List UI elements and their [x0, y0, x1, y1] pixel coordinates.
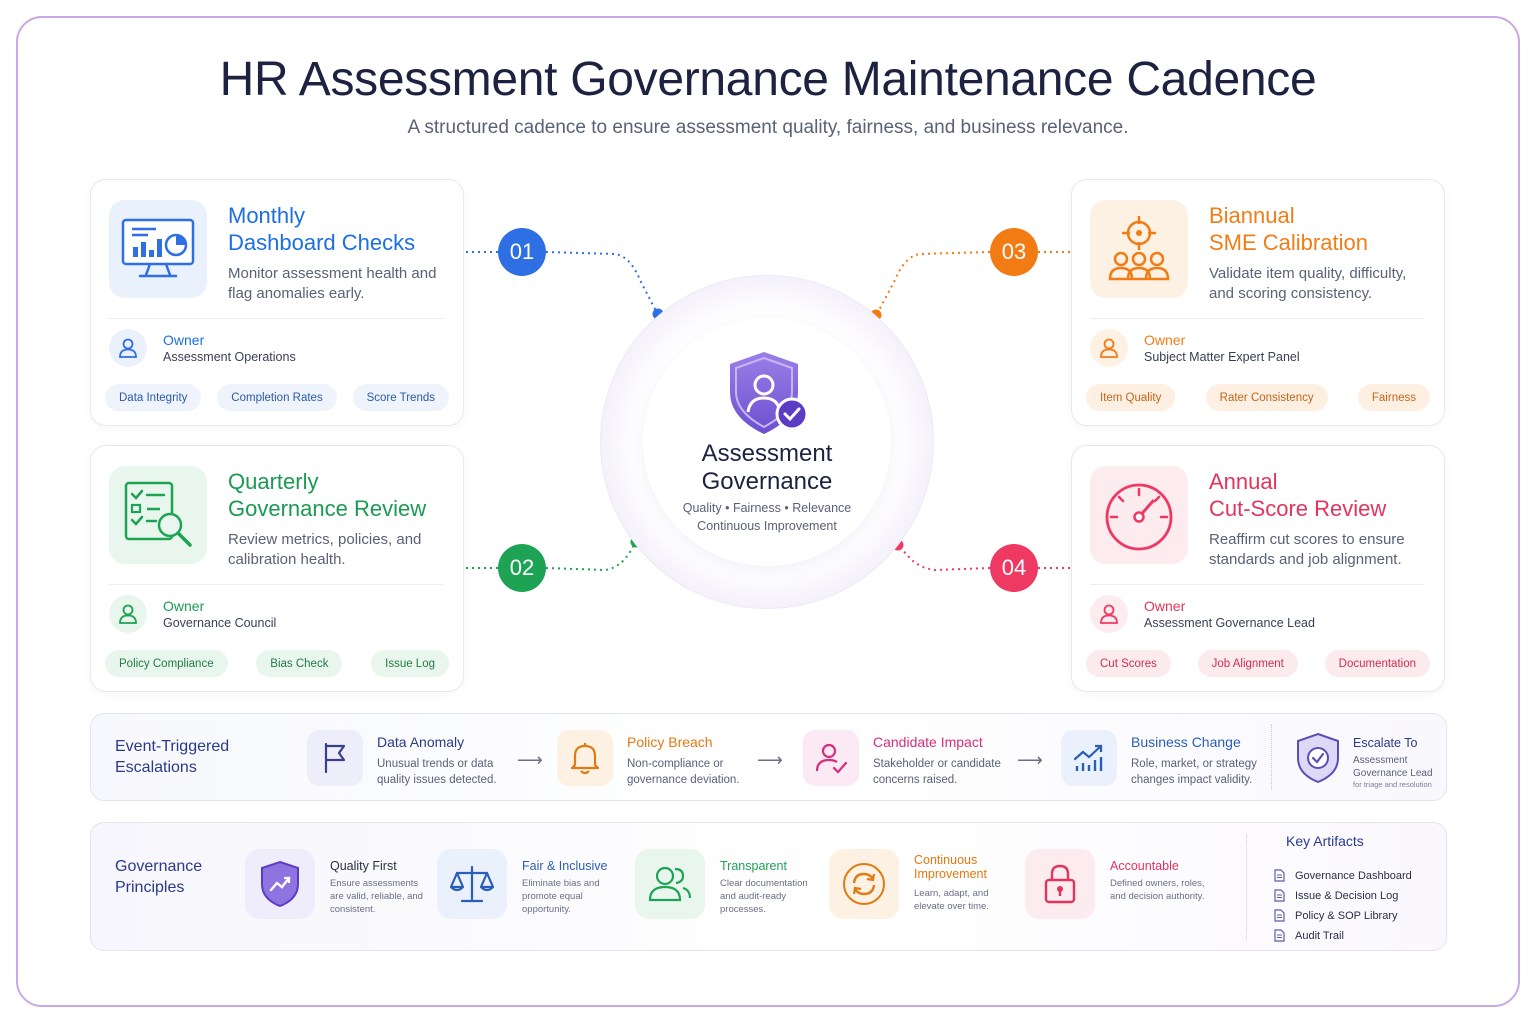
center-title: [643, 440, 891, 496]
owner-name: Governance Council: [163, 616, 277, 630]
center-sub-line1: Quality • Fairness • Relevance: [682, 501, 852, 515]
card-divider: [1090, 584, 1424, 585]
tag-list: [105, 650, 449, 677]
document-icon: [1274, 889, 1285, 902]
card-title-line2: Cut-Score Review: [1209, 496, 1387, 521]
principles-title: [115, 856, 202, 898]
tag: Policy Compliance: [105, 650, 228, 677]
card-title-line2: SME Calibration: [1209, 230, 1368, 255]
principle-name: Transparent: [720, 859, 787, 873]
artifact-label: Policy & SOP Library: [1295, 909, 1398, 922]
card-biannual-sme-calibration: [1071, 179, 1445, 426]
lock-icon: [1025, 849, 1095, 919]
tag: Cut Scores: [1086, 650, 1171, 677]
owner-user-icon: [109, 595, 147, 633]
owner-user-icon: [109, 329, 147, 367]
dashboard-monitor-icon: [109, 200, 207, 298]
card-title-line2: Dashboard Checks: [228, 230, 416, 255]
center-subtitle: [643, 499, 891, 535]
card-title: [228, 468, 426, 522]
card-annual-cut-score-review: [1071, 445, 1445, 692]
trend-chart-icon: [1061, 730, 1117, 786]
principle-name: [914, 853, 987, 881]
artifact-item: [1274, 869, 1412, 882]
escalation-name: Candidate Impact: [873, 734, 983, 750]
principles-panel: [90, 822, 1447, 951]
escalation-name: Data Anomaly: [377, 734, 465, 750]
tag-list: [105, 384, 449, 411]
user-check-icon: [803, 730, 859, 786]
card-title-line1: Annual: [1209, 469, 1278, 494]
tag: Documentation: [1325, 650, 1430, 677]
step-badge-01: 01: [498, 228, 546, 276]
escalation-name: Policy Breach: [627, 734, 713, 750]
escalation-desc: Role, market, or strategy changes impact validity.: [1131, 758, 1257, 786]
artifact-label: Issue & Decision Log: [1295, 889, 1399, 902]
card-description: Reaffirm cut scores to ensure standards and job alignment.: [1209, 531, 1405, 568]
escalations-divider: [1271, 724, 1272, 790]
gauge-icon: [1090, 466, 1188, 564]
card-title: [1209, 202, 1368, 256]
escalation-desc: Unusual trends or data quality issues detected.: [377, 758, 497, 786]
owner-label: Owner: [163, 332, 205, 348]
cycle-icon: [829, 849, 899, 919]
document-icon: [1274, 869, 1285, 882]
tag-list: [1086, 650, 1430, 677]
governance-shield-icon: [726, 348, 810, 438]
escalation-name: Business Change: [1131, 734, 1241, 750]
card-title: [1209, 468, 1386, 522]
owner-user-icon: [1090, 329, 1128, 367]
card-divider: [109, 584, 443, 585]
card-divider: [1090, 318, 1424, 319]
owner-name: Subject Matter Expert Panel: [1144, 350, 1300, 364]
card-monthly-dashboard-checks: [90, 179, 464, 426]
target-group-icon: [1090, 200, 1188, 298]
principles-title-line1: Governance: [115, 858, 203, 875]
owner-user-icon: [1090, 595, 1128, 633]
escalations-title-line2: Escalations: [115, 759, 197, 776]
card-description: Review metrics, policies, and calibration health.: [228, 531, 422, 568]
page-title: HR Assessment Governance Maintenance Cadence: [219, 53, 1317, 106]
principles-title-line2: Principles: [115, 879, 185, 896]
key-artifacts-title: Key Artifacts: [1286, 833, 1364, 849]
escalate-note: for triage and resolution: [1353, 780, 1432, 789]
people-icon: [635, 849, 705, 919]
tag: Fairness: [1358, 384, 1430, 411]
tag: Score Trends: [353, 384, 449, 411]
owner-name: Assessment Governance Lead: [1144, 616, 1315, 630]
arrow-right-icon: ⟶: [757, 750, 783, 770]
principle-name: Quality First: [330, 859, 397, 873]
principle-desc: Defined owners, roles, and decision authority.: [1110, 878, 1205, 902]
owner-label: Owner: [1144, 332, 1186, 348]
card-title: [228, 202, 415, 256]
step-badge-04: 04: [990, 544, 1038, 592]
principle-name: Fair & Inclusive: [522, 859, 608, 873]
escalation-desc: Non-compliance or governance deviation.: [627, 758, 740, 786]
tag-list: [1086, 384, 1430, 411]
tag: Bias Check: [256, 650, 342, 677]
page-subtitle: A structured cadence to ensure assessment quality, fairness, and business relevance.: [407, 117, 1129, 138]
shield-check-icon: [1295, 732, 1341, 789]
artifact-label: Audit Trail: [1295, 929, 1344, 942]
artifact-item: [1274, 909, 1398, 922]
tag: Issue Log: [371, 650, 449, 677]
tag: Rater Consistency: [1206, 384, 1328, 411]
principle-name-line2: Improvement: [914, 867, 987, 881]
arrow-right-icon: ⟶: [1017, 750, 1043, 770]
card-title-line1: Monthly: [228, 203, 306, 228]
principle-name-line1: Continuous: [914, 853, 978, 867]
center-title-line1: Assessment: [701, 440, 833, 467]
scales-icon: [437, 849, 507, 919]
center-sub-line2: Continuous Improvement: [697, 519, 837, 533]
principle-desc: Ensure assessments are valid, reliable, and consistent.: [330, 878, 423, 915]
owner-label: Owner: [1144, 598, 1186, 614]
step-badge-03: 03: [990, 228, 1038, 276]
center-title-line2: Governance: [701, 468, 833, 495]
card-quarterly-governance-review: [90, 445, 464, 692]
bell-icon: [557, 730, 613, 786]
escalate-title: Escalate To: [1353, 736, 1418, 750]
card-divider: [109, 318, 443, 319]
flag-icon: [307, 730, 363, 786]
principles-divider: [1246, 835, 1247, 939]
arrow-right-icon: ⟶: [517, 750, 543, 770]
artifact-label: Governance Dashboard: [1295, 869, 1412, 882]
principle-desc: Learn, adapt, and elevate over time.: [914, 888, 989, 912]
escalations-title-line1: Event-Triggered: [115, 738, 230, 755]
card-title-line2: Governance Review: [228, 496, 427, 521]
escalations-title: [115, 736, 229, 778]
tag: Data Integrity: [105, 384, 201, 411]
principle-desc: Eliminate bias and promote equal opportunity.: [522, 878, 600, 915]
card-title-line1: Biannual: [1209, 203, 1295, 228]
tag: Completion Rates: [217, 384, 336, 411]
checklist-search-icon: [109, 466, 207, 564]
principle-name: Accountable: [1110, 859, 1179, 873]
document-icon: [1274, 909, 1285, 922]
escalation-desc: Stakeholder or candidate concerns raised.: [873, 758, 1001, 786]
artifact-item: [1274, 929, 1344, 942]
card-description: Validate item quality, difficulty, and scoring consistency.: [1209, 265, 1407, 302]
tag: Job Alignment: [1198, 650, 1298, 677]
shield-trend-icon: [245, 849, 315, 919]
principle-desc: Clear documentation and audit-ready processes.: [720, 878, 808, 915]
card-description: Monitor assessment health and flag anomalies early.: [228, 265, 437, 302]
document-icon: [1274, 929, 1285, 942]
escalate-desc: Assessment Governance Lead: [1353, 755, 1433, 779]
artifact-item: [1274, 889, 1398, 902]
owner-name: Assessment Operations: [163, 350, 296, 364]
owner-label: Owner: [163, 598, 205, 614]
escalations-panel: [90, 713, 1447, 801]
tag: Item Quality: [1086, 384, 1175, 411]
step-badge-02: 02: [498, 544, 546, 592]
card-title-line1: Quarterly: [228, 469, 319, 494]
